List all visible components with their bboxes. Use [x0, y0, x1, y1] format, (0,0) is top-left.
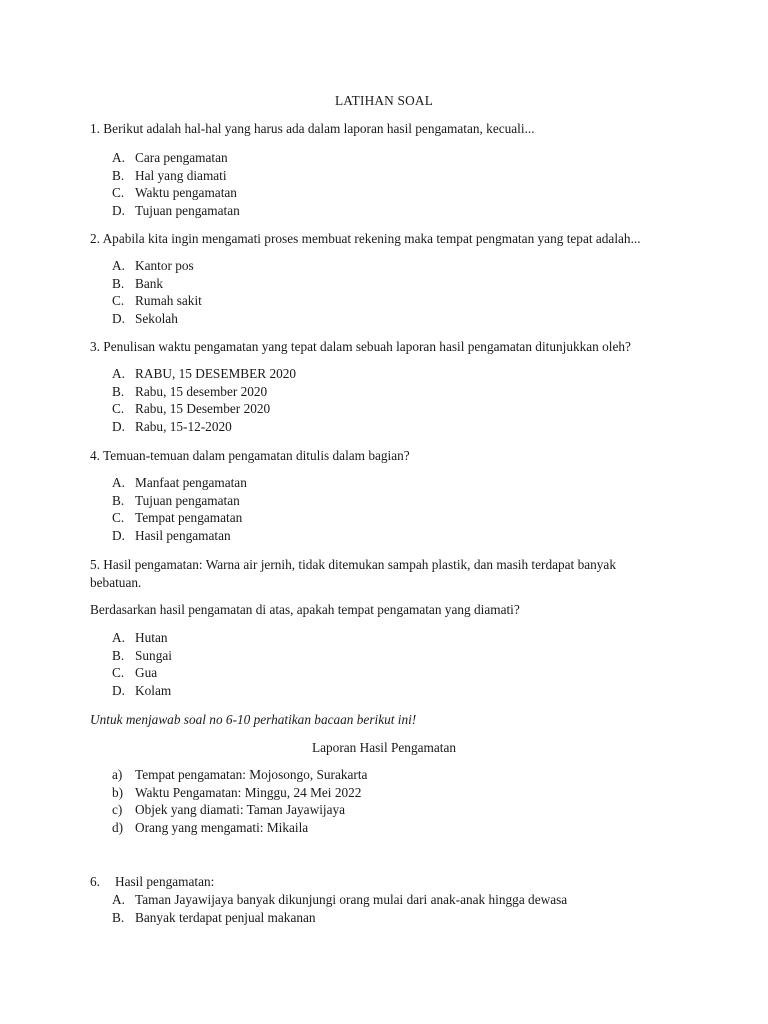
question-number: 6.: [90, 874, 100, 889]
page-title: LATIHAN SOAL: [334, 93, 434, 108]
report-items: [112, 766, 367, 837]
option-key: B.: [112, 909, 125, 925]
option-key: A.: [112, 892, 125, 907]
item-key: c): [112, 802, 123, 818]
option-text: Tujuan pengamatan: [135, 203, 240, 219]
option-5b: [112, 647, 172, 665]
option-1c: [112, 184, 240, 202]
option-key: B.: [112, 383, 125, 399]
option-5c: [112, 664, 172, 682]
option-5a: [112, 629, 172, 647]
question-2-options: [112, 257, 202, 328]
option-key: C.: [112, 510, 125, 526]
option-text: Rabu, 15-12-2020: [135, 419, 232, 435]
option-text: Cara pengamatan: [135, 150, 228, 165]
question-4-text: 4. Temuan-temuan dalam pengamatan ditulis dalam bagian?: [90, 448, 410, 463]
option-6b: [112, 909, 567, 927]
option-3b: [112, 383, 296, 401]
option-key: A.: [112, 150, 125, 165]
item-text: Waktu Pengamatan: Minggu, 24 Mei 2022: [135, 784, 362, 800]
item-text: Objek yang diamati: Taman Jayawijaya: [135, 802, 346, 818]
option-text: Manfaat pengamatan: [135, 475, 247, 490]
option-text: Tempat pengamatan: [135, 510, 243, 526]
report-item-a: [112, 766, 367, 784]
option-key: D.: [112, 311, 125, 327]
option-text: RABU, 15 DESEMBER 2020: [135, 366, 297, 381]
option-text: Rumah sakit: [135, 293, 202, 309]
question-5-text: 5. Hasil pengamatan: Warna air jernih, tidak ditemukan sampah plastik, dan masih terdapat banyak bebatuan.: [90, 557, 616, 590]
report-item-c: [112, 801, 367, 819]
question-1-text: 1. Berikut adalah hal-hal yang harus ada dalam laporan hasil pengamatan, kecuali...: [90, 121, 535, 136]
option-key: C.: [112, 293, 125, 309]
option-2c: [112, 292, 202, 310]
option-key: B.: [112, 647, 125, 663]
option-key: A.: [112, 366, 125, 381]
option-2b: [112, 275, 202, 293]
option-3a: [112, 365, 296, 383]
option-text: Rabu, 15 desember 2020: [135, 383, 268, 399]
option-4a: [112, 474, 247, 492]
option-text: Hutan: [135, 630, 168, 645]
option-text: Rabu, 15 Desember 2020: [135, 401, 271, 417]
option-key: D.: [112, 419, 125, 435]
option-text: Kantor pos: [135, 258, 194, 273]
option-key: A.: [112, 630, 125, 645]
option-text: Hasil pengamatan: [135, 528, 231, 544]
option-4b: [112, 492, 247, 510]
option-text: Taman Jayawijaya banyak dikunjungi orang mulai dari anak-anak hingga dewasa: [135, 892, 568, 907]
option-text: Kolam: [135, 683, 172, 699]
option-1a: [112, 149, 240, 167]
option-key: B.: [112, 275, 125, 291]
option-1d: [112, 202, 240, 220]
option-text: Gua: [135, 665, 158, 681]
option-3c: [112, 400, 296, 418]
report-item-b: [112, 784, 367, 802]
option-text: Sekolah: [135, 311, 178, 327]
question-3-text: 3. Penulisan waktu pengamatan yang tepat dalam sebuah laporan hasil pengamatan ditunjukkan oleh?: [90, 339, 631, 354]
option-1b: [112, 167, 240, 185]
option-text: Tujuan pengamatan: [135, 492, 240, 508]
item-key: b): [112, 784, 124, 800]
report-title: Laporan Hasil Pengamatan: [312, 740, 456, 755]
report-item-d: [112, 819, 367, 837]
option-key: B.: [112, 167, 125, 183]
option-2d: [112, 310, 202, 328]
question-6-text: [90, 874, 214, 890]
option-2a: [112, 257, 202, 275]
item-key: d): [112, 820, 124, 836]
question-5-options: [112, 629, 172, 700]
item-text: Tempat pengamatan: Mojosongo, Surakarta: [135, 767, 368, 782]
option-key: C.: [112, 665, 125, 681]
question-6-options: [112, 891, 567, 926]
option-4c: [112, 509, 247, 527]
question-4-options: [112, 474, 247, 545]
option-text: Bank: [135, 275, 164, 291]
question-5-subtext: Berdasarkan hasil pengamatan di atas, apakah tempat pengamatan yang diamati?: [90, 602, 520, 617]
option-key: D.: [112, 528, 125, 544]
option-6a: [112, 891, 567, 909]
option-key: C.: [112, 401, 125, 417]
question-1-options: [112, 149, 240, 220]
question-2-text: 2. Apabila kita ingin mengamati proses membuat rekening maka tempat pengmatan yang tepat adalah...: [90, 231, 641, 246]
option-key: B.: [112, 492, 125, 508]
option-4d: [112, 527, 247, 545]
option-text: Banyak terdapat penjual makanan: [135, 909, 316, 925]
option-key: C.: [112, 185, 125, 201]
reading-instruction: Untuk menjawab soal no 6-10 perhatikan bacaan berikut ini!: [90, 712, 417, 727]
option-key: D.: [112, 683, 125, 699]
option-key: A.: [112, 475, 125, 490]
question-label: Hasil pengamatan:: [115, 874, 215, 889]
question-3-options: [112, 365, 296, 436]
option-text: Sungai: [135, 647, 172, 663]
option-text: Hal yang diamati: [135, 167, 227, 183]
option-5d: [112, 682, 172, 700]
option-3d: [112, 418, 296, 436]
item-key: a): [112, 767, 123, 782]
option-key: D.: [112, 203, 125, 219]
option-key: A.: [112, 258, 125, 273]
item-text: Orang yang mengamati: Mikaila: [135, 820, 309, 836]
option-text: Waktu pengamatan: [135, 185, 237, 201]
